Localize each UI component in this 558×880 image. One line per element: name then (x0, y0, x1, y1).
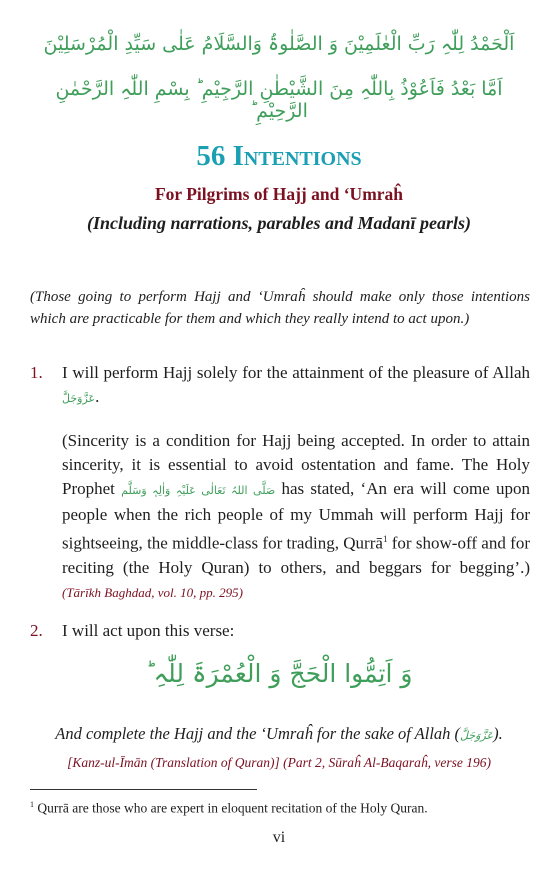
explanation-paragraph (62, 429, 530, 605)
page-title (0, 140, 558, 173)
subtitle-note: (Including narrations, parables and Madanī pearls) (86, 213, 472, 233)
page-number: vi (272, 829, 286, 846)
title-word: Intentions (232, 140, 362, 172)
item-end: . (95, 387, 100, 406)
footnote-ref: 1 (382, 534, 388, 544)
verse-reference: [Kanz-ul-Īmān (Translation of Quran)] (Part 2, Sūraĥ Al-Baqaraĥ, verse 196) (67, 755, 491, 770)
list-item (30, 619, 530, 643)
footnote-divider (30, 789, 257, 790)
verse-translation-text: And complete the Hajj and the ‘Umraĥ for the sake of Allah ( (55, 724, 461, 743)
paragraph-part2: has stated, ‘An era will come upon people when the rich people of my Ummah will perform Hajj for sightseeing, the middle-class for trading, Qurrā (62, 479, 531, 553)
honorific-glyph: عَزَّوَجَلَّ (460, 729, 494, 742)
list-item-text (62, 361, 530, 411)
verse-translation (30, 724, 528, 744)
footnote (30, 800, 530, 817)
honorific-glyph: عَزَّوَجَلَّ (62, 392, 96, 405)
quran-verse-arabic: وَ اَتِمُّوا الْحَجَّ وَ الْعُمْرَۃَ لِلّٰہِ ؕ (145, 659, 413, 688)
arabic-basmala-line: اَمَّا بَعْدُ فَاَعُوْذُ بِاللّٰہِ مِنَ الشَّیْطٰنِ الرَّجِیْمِ ؕ بِسْمِ اللّٰہِ الرَّحْمٰنِ الرَّحِیْمِ ؕ (55, 78, 503, 122)
prophet-honorific-glyph: صَلَّی اللہُ تَعَالٰی عَلَیْہِ وَاٰلِہٖ وَسَلَّم (121, 484, 276, 497)
arabic-praise-line: اَلْحَمْدُ لِلّٰہِ رَبِّ الْعٰلَمِیْنَ وَ الصَّلٰوۃُ وَالسَّلَامُ عَلٰی سَیِّدِ الْمُرْسَلِیْنَ (43, 33, 515, 55)
item-text: I will perform Hajj solely for the attainment of the pleasure of Allah (62, 363, 530, 382)
paragraph-reference: (Tārīkh Baghdad, vol. 10, pp. 295) (62, 584, 243, 600)
intro-note: (Those going to perform Hajj and ‘Umraĥ should make only those intentions which are practicable for them and which they really intend to act upon.) (30, 289, 530, 327)
footnote-mark: 1 (30, 800, 34, 809)
subtitle: For Pilgrims of Hajj and ‘Umraĥ (154, 184, 404, 204)
paragraph-part1: (Sincerity is a condition for Hajj being accepted. In order to attain sincerity, it is essential to avoid ostentation and fame. The Holy Prophet (62, 431, 530, 498)
title-number: 56 (196, 140, 226, 172)
list-item-text: I will act upon this verse: (62, 621, 235, 640)
list-item (30, 361, 530, 411)
list-item-number: 2. (30, 621, 43, 640)
footnote-text: Qurrā are those who are expert in eloquent recitation of the Holy Quran. (37, 800, 428, 816)
list-item-number: 1. (30, 363, 43, 382)
verse-translation-end: ). (493, 724, 503, 743)
paragraph-part3: for show-off and for reciting (the Holy Quran) to others, and beggars for begging’.) (62, 533, 530, 577)
